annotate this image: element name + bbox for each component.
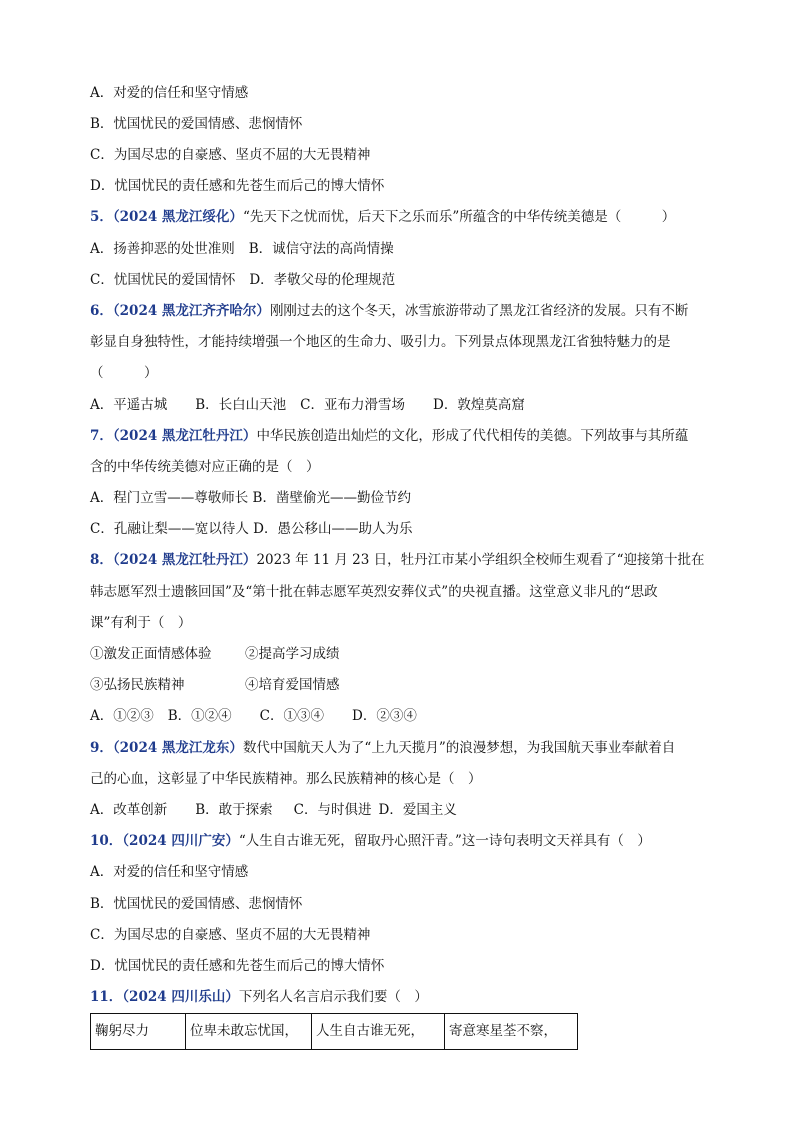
option-d: D．孝敬父母的伦理规范 [249,272,396,288]
option-b: B．①②④ [167,708,232,724]
question-source: （2024 黑龙江绥化） [112,209,243,225]
question-7-stem-line1 [90,427,734,445]
question-10-option-a: A．对爱的信任和坚守情感 [90,864,249,880]
question-number: 11． [90,989,123,1005]
question-11-stem [90,988,734,1006]
item-2: ②提高学习成绩 [245,646,340,662]
option-b: B．长白山天池 [195,397,287,413]
question-6-options [90,396,734,414]
prev-option-d: D．忧国忧民的责任感和先苍生而后己的博大情怀 [90,178,385,194]
option-a: A．①②③ [90,708,154,724]
question-6-stem-line2: 彰显自身独特性，才能持续增强一个地区的生命力、吸引力。下列景点体现黑龙江省独特魅力的是 [90,334,671,350]
table-cell: 人生自古谁无死， [312,1014,445,1050]
question-source: （2024 黑龙江龙东） [112,740,243,756]
question-number: 7． [90,428,113,444]
option-b: B．诚信守法的高尚情操 [248,241,394,257]
question-8-items-row2 [90,676,734,694]
question-source: （2024 四川广安） [122,833,239,849]
question-10-stem [90,832,734,850]
question-8-stem-line3: 课”有利于（ ） [90,615,192,631]
question-source: （2024 四川乐山） [122,989,239,1005]
question-7-options-row2: C．孔融让梨——宽以待人 D．愚公移山——助人为乐 [90,521,413,537]
item-4: ④培育爱国情感 [245,677,340,693]
option-d: D．②③④ [352,708,417,724]
question-8-stem-line1 [90,551,734,569]
question-5-stem [90,208,734,226]
option-a: A．改革创新 [90,802,168,818]
question-8-options [90,707,734,725]
option-c: C．①③④ [259,708,325,724]
quotes-table [90,1013,578,1050]
question-10-option-b: B．忧国忧民的爱国情感、悲悯情怀 [90,896,303,912]
question-text: 下列名人名言启示我们要（ ） [238,989,428,1005]
question-9-stem-line2: 己的心血，这彰显了中华民族精神。那么民族精神的核心是（ ） [90,771,482,787]
question-text: 刚刚过去的这个冬天，冰雪旅游带动了黑龙江省经济的发展。只有不断 [269,303,689,319]
table-cell: 鞠躬尽力 [91,1014,186,1050]
prev-option-a: A．对爱的信任和坚守情感 [90,85,249,101]
option-c: C．忧国忧民的爱国情怀 [90,272,236,288]
question-8-items-row1 [90,645,734,663]
question-9-stem-line1 [90,739,734,757]
question-text: “人生自古谁无死，留取丹心照汗青。”这一诗句表明文天祥具有（ ） [238,833,651,849]
prev-option-b: B．忧国忧民的爱国情感、悲悯情怀 [90,116,303,132]
question-number: 9． [90,740,113,756]
table-row [91,1014,578,1050]
question-8-stem-line2: 韩志愿军烈士遗骸回国”及“第十批在韩志愿军英烈安葬仪式”的央视直播。这堂意义非凡的“思政 [90,584,658,600]
item-1: ①激发正面情感体验 [90,646,212,662]
question-text: 数代中国航天人为了“上九天揽月”的浪漫梦想，为我国航天事业奉献着自 [242,740,676,756]
question-number: 6． [90,303,113,319]
question-number: 5． [90,209,113,225]
question-text: 中华民族创造出灿烂的文化，形成了代代相传的美德。下列故事与其所蕴 [256,428,689,444]
table-cell: 寄意寒星荃不察， [445,1014,578,1050]
question-source: （2024 黑龙江牡丹江） [112,428,257,444]
option-c: C．亚布力滑雪场 [300,397,406,413]
option-c: C．与时俱进 [293,802,372,818]
question-source: （2024 黑龙江牡丹江） [112,552,257,568]
prev-option-c: C．为国尽忠的自豪感、坚贞不屈的大无畏精神 [90,147,371,163]
question-6-stem-line3: （ ） [90,365,158,381]
question-5-options-row2 [90,271,734,289]
item-3: ③弘扬民族精神 [90,677,185,693]
question-number: 10． [90,833,123,849]
question-5-options-row1 [90,240,734,258]
question-text: “先天下之忧而忧，后天下之乐而乐”所蕴含的中华传统美德是（ ） [242,209,676,225]
question-7-options-row1: A．程门立雪——尊敬师长 B．凿壁偷光——勤俭节约 [90,490,411,506]
question-text: 2023 年 11 月 23 日，牡丹江市某小学组织全校师生观看了“迎接第十批在 [256,552,705,568]
question-10-option-c: C．为国尽忠的自豪感、坚贞不屈的大无畏精神 [90,927,371,943]
table-cell: 位卑未敢忘忧国， [186,1014,312,1050]
question-source: （2024 黑龙江齐齐哈尔） [112,303,270,319]
question-9-options [90,801,734,819]
option-d: D．爱国主义 [378,802,457,818]
question-7-stem-line2: 含的中华传统美德对应正确的是（ ） [90,459,320,475]
question-10-option-d: D．忧国忧民的责任感和先苍生而后己的博大情怀 [90,958,385,974]
option-d: D．敦煌莫高窟 [433,397,525,413]
question-6-stem-line1 [90,302,734,320]
question-number: 8． [90,552,113,568]
option-b: B．敢于探索 [195,802,273,818]
option-a: A．平遥古城 [90,397,168,413]
option-a: A．扬善抑恶的处世准则 [90,241,235,257]
